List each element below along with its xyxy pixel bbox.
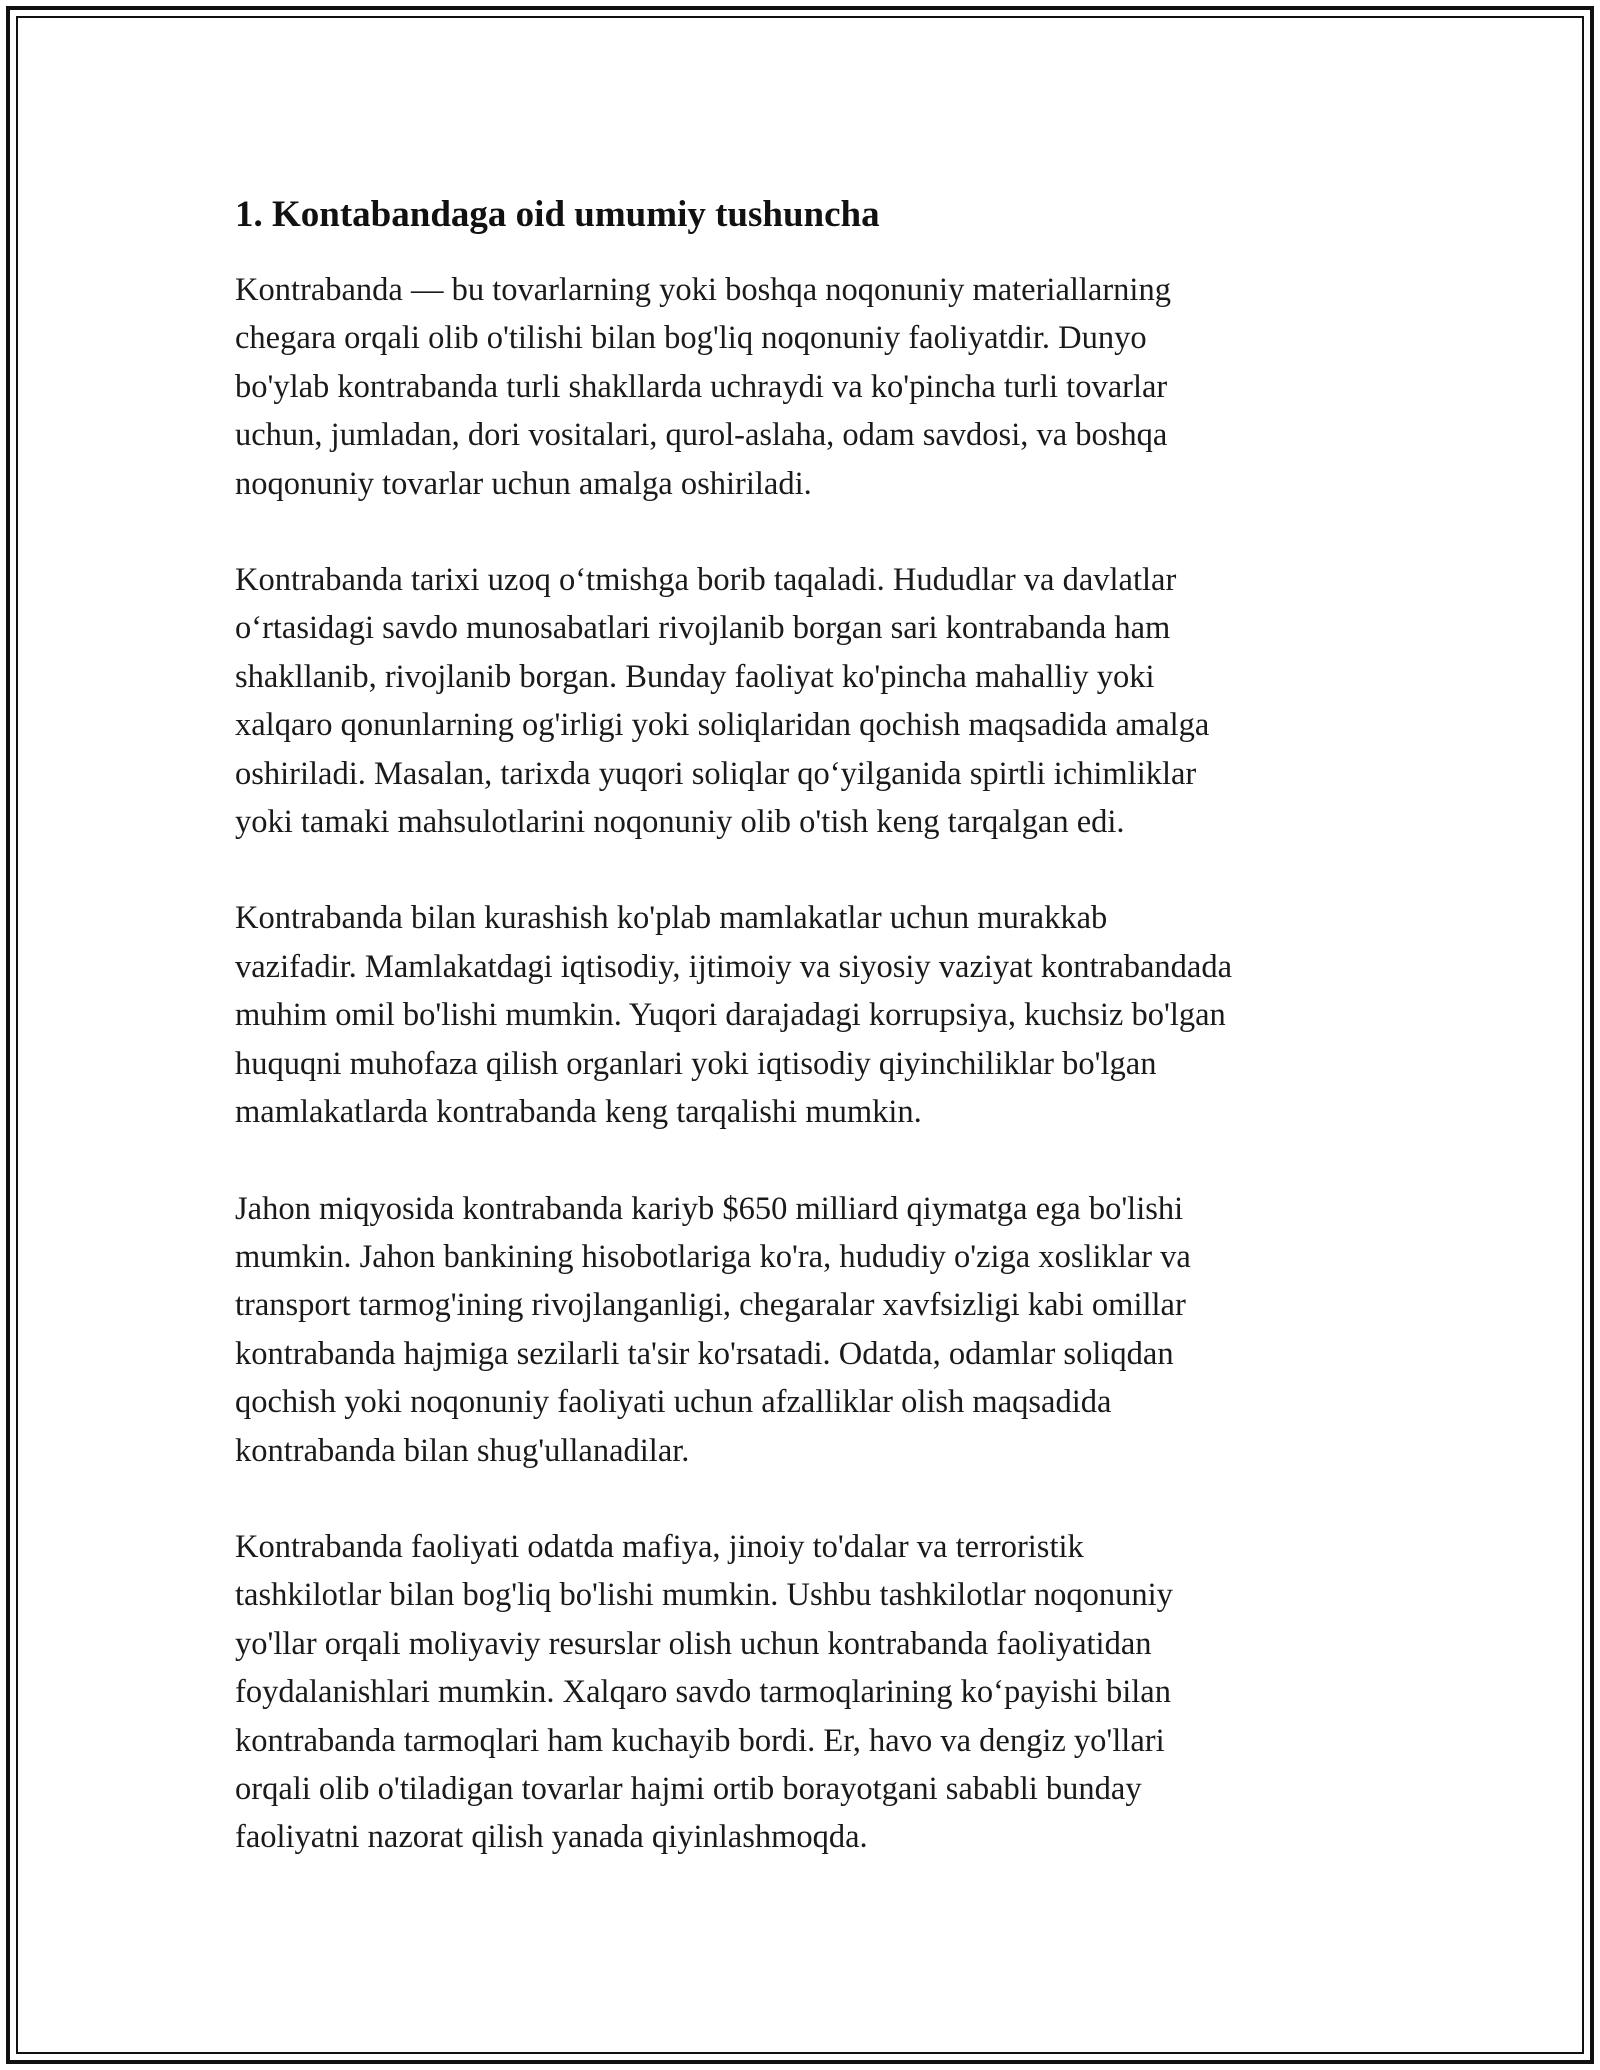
paragraph-line: kontrabanda tarmoqlari ham kuchayib bordi. Er, havo va dengiz yo'llari [235, 1722, 1165, 1759]
paragraph-line: kontrabanda hajmiga sezilarli ta'sir ko'rsatadi. Odatda, odamlar soliqdan [235, 1335, 1174, 1372]
paragraph [235, 894, 1375, 1136]
paragraph-line: noqonuniy tovarlar uchun amalga oshiriladi. [235, 465, 812, 502]
paragraph-line: oshiriladi. Masalan, tarixda yuqori soliqlar qo‘yilganida spirtli ichimliklar [235, 755, 1197, 792]
paragraph-line: vazifadir. Mamlakatdagi iqtisodiy, ijtimoiy va siyosiy vaziyat kontrabandada [235, 948, 1233, 985]
paragraph-line: uchun, jumladan, dori vositalari, qurol-aslaha, odam savdosi, va boshqa [235, 417, 1168, 454]
paragraph-line: Kontrabanda tarixi uzoq o‘tmishga borib taqaladi. Hududlar va davlatlar [235, 562, 1177, 599]
paragraph-line: chegara orqali olib o'tilishi bilan bog'liq noqonuniy faoliyatdir. Dunyo [235, 320, 1147, 357]
paragraph-line: shakllanib, rivojlanib borgan. Bunday faoliyat ko'pincha mahalliy yoki [235, 658, 1155, 695]
paragraph [235, 556, 1375, 846]
paragraph-line: xalqaro qonunlarning og'irligi yoki soliqlaridan qochish maqsadida amalga [235, 707, 1210, 744]
paragraph-line: tashkilotlar bilan bog'liq bo'lishi mumkin. Ushbu tashkilotlar noqonuniy [235, 1577, 1173, 1614]
paragraph-line: yoki tamaki mahsulotlarini noqonuniy olib o'tish keng tarqalgan edi. [235, 804, 1125, 841]
paragraph-line: faoliyatni nazorat qilish yanada qiyinlashmoqda. [235, 1819, 868, 1856]
paragraph-line: Jahon miqyosida kontrabanda kariyb $650 milliard qiymatga ega bo'lishi [235, 1190, 1184, 1227]
paragraph-line: mumkin. Jahon bankining hisobotlariga ko'ra, hududiy o'ziga xosliklar va [235, 1238, 1191, 1275]
paragraph-line: Kontrabanda bilan kurashish ko'plab mamlakatlar uchun murakkab [235, 900, 1108, 937]
paragraph-line: transport tarmog'ining rivojlanganligi, chegaralar xavfsizligi kabi omillar [235, 1287, 1186, 1324]
section-heading: 1. Kontabandaga oid umumiy tushuncha [235, 194, 880, 235]
document-body [235, 188, 1375, 1862]
paragraph-line: kontrabanda bilan shug'ullanadilar. [235, 1432, 690, 1469]
paragraph-line: huquqni muhofaza qilish organlari yoki iqtisodiy qiyinchiliklar bo'lgan [235, 1045, 1157, 1082]
paragraph-line: foydalanishlari mumkin. Xalqaro savdo tarmoqlarining ko‘payishi bilan [235, 1674, 1171, 1711]
paragraph-line: bo'ylab kontrabanda turli shakllarda uchraydi va ko'pincha turli tovarlar [235, 368, 1168, 405]
paragraph-line: qochish yoki noqonuniy faoliyati uchun afzalliklar olish maqsadida [235, 1384, 1112, 1421]
paragraph [235, 1523, 1375, 1862]
paragraph-line: orqali olib o'tiladigan tovarlar hajmi ortib borayotgani sababli bunday [235, 1770, 1142, 1807]
paragraph-line: o‘rtasidagi savdo munosabatlari rivojlanib borgan sari kontrabanda ham [235, 610, 1171, 647]
paragraph [235, 1185, 1375, 1475]
paragraph-line: yo'llar orqali moliyaviy resurslar olish uchun kontrabanda faoliyatidan [235, 1625, 1152, 1662]
paragraph-line: Kontrabanda faoliyati odatda mafiya, jinoiy to'dalar va terroristik [235, 1528, 1084, 1565]
paragraph [235, 266, 1375, 508]
paragraph-list [235, 266, 1375, 1862]
paragraph-line: mamlakatlarda kontrabanda keng tarqalishi mumkin. [235, 1094, 922, 1131]
paragraph-line: Kontrabanda — bu tovarlarning yoki boshqa noqonuniy materiallarning [235, 272, 1171, 308]
paragraph-line: muhim omil bo'lishi mumkin. Yuqori darajadagi korrupsiya, kuchsiz bo'lgan [235, 997, 1226, 1034]
